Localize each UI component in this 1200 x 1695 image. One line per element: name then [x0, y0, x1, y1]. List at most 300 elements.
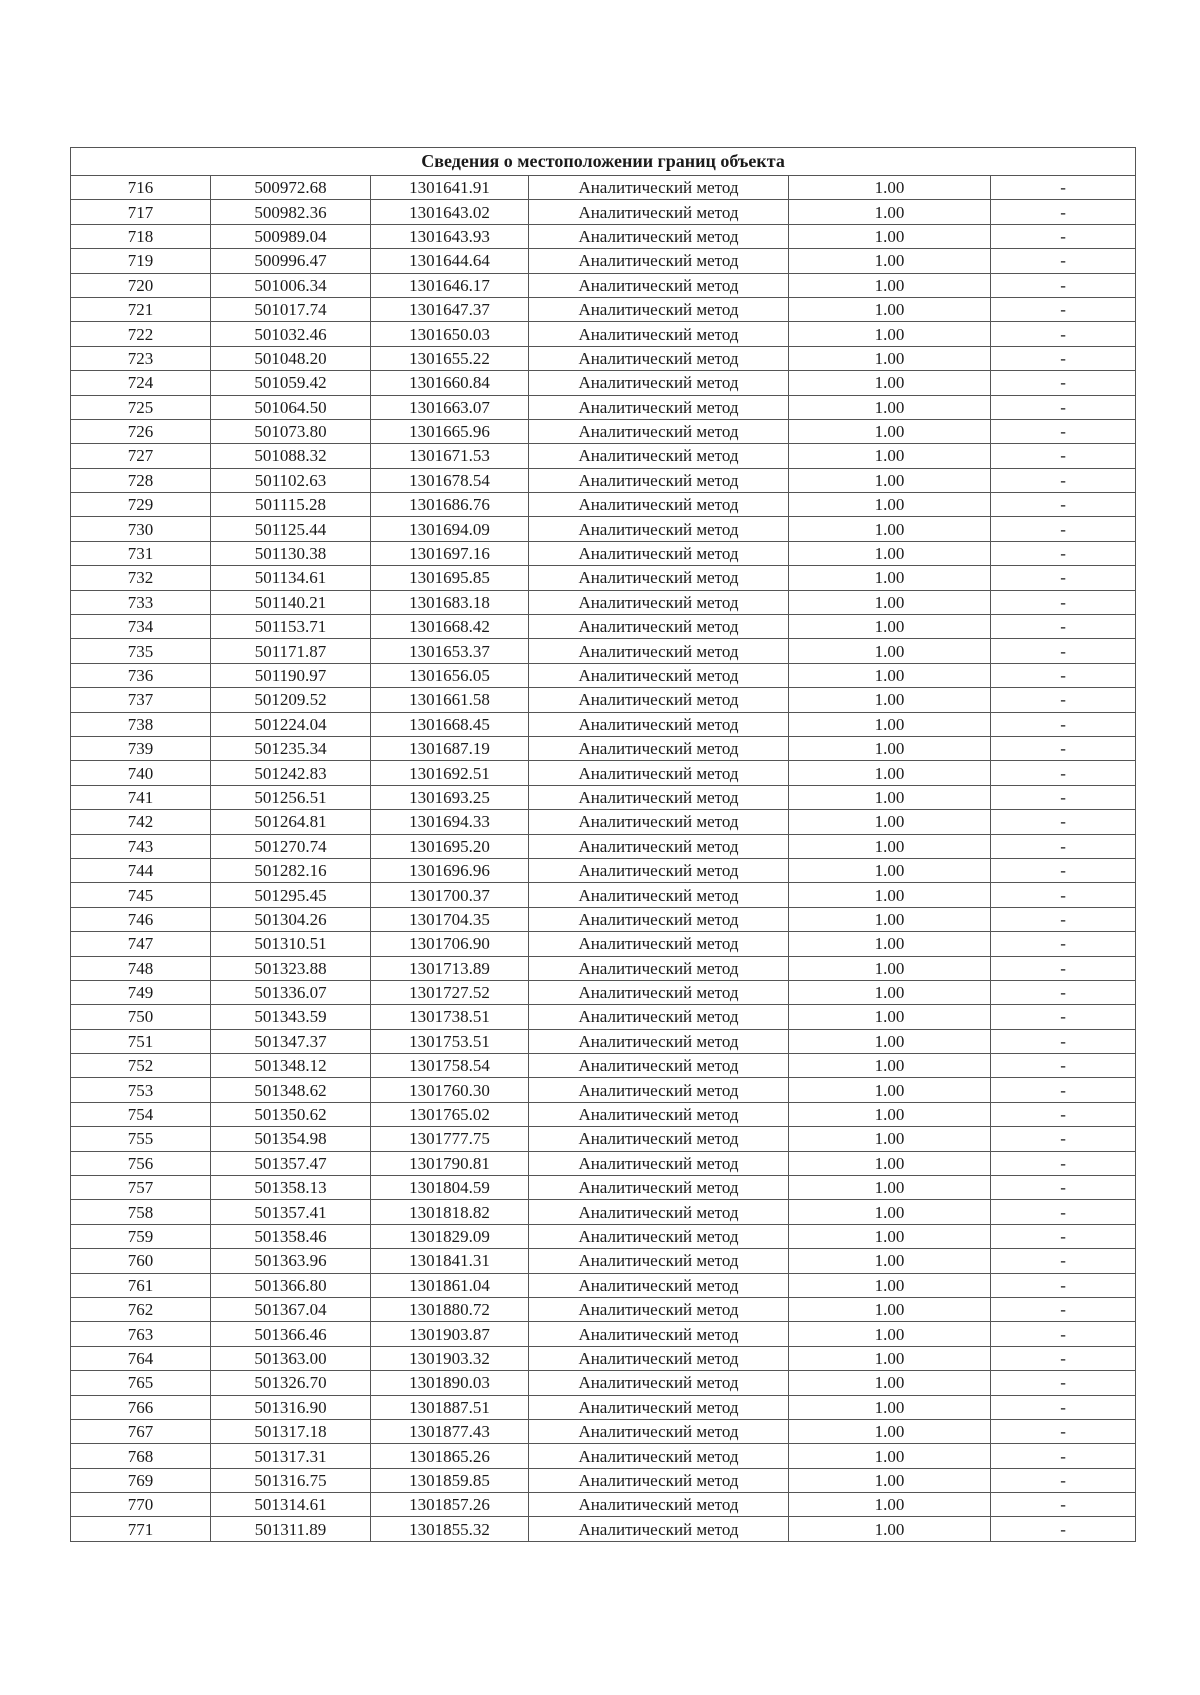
- table-row: [71, 615, 1136, 639]
- point-number-cell: 718: [71, 224, 211, 248]
- y-coordinate-cell: 1301704.35: [371, 907, 529, 931]
- note-cell: -: [991, 371, 1136, 395]
- method-cell: Аналитический метод: [529, 761, 789, 785]
- method-cell: Аналитический метод: [529, 517, 789, 541]
- table-row: [71, 1078, 1136, 1102]
- x-coordinate-cell: 501130.38: [211, 541, 371, 565]
- x-coordinate-cell: 501317.31: [211, 1444, 371, 1468]
- point-number-cell: 770: [71, 1493, 211, 1517]
- note-cell: -: [991, 322, 1136, 346]
- table-row: [71, 834, 1136, 858]
- y-coordinate-cell: 1301696.96: [371, 858, 529, 882]
- method-cell: Аналитический метод: [529, 395, 789, 419]
- method-cell: Аналитический метод: [529, 493, 789, 517]
- y-coordinate-cell: 1301683.18: [371, 590, 529, 614]
- accuracy-cell: 1.00: [789, 322, 991, 346]
- method-cell: Аналитический метод: [529, 419, 789, 443]
- y-coordinate-cell: 1301647.37: [371, 297, 529, 321]
- point-number-cell: 751: [71, 1029, 211, 1053]
- accuracy-cell: 1.00: [789, 1371, 991, 1395]
- table-row: [71, 736, 1136, 760]
- y-coordinate-cell: 1301887.51: [371, 1395, 529, 1419]
- y-coordinate-cell: 1301829.09: [371, 1224, 529, 1248]
- y-coordinate-cell: 1301661.58: [371, 688, 529, 712]
- y-coordinate-cell: 1301692.51: [371, 761, 529, 785]
- point-number-cell: 750: [71, 1005, 211, 1029]
- table-row: [71, 1322, 1136, 1346]
- note-cell: -: [991, 615, 1136, 639]
- x-coordinate-cell: 501032.46: [211, 322, 371, 346]
- method-cell: Аналитический метод: [529, 1005, 789, 1029]
- x-coordinate-cell: 501343.59: [211, 1005, 371, 1029]
- x-coordinate-cell: 501366.46: [211, 1322, 371, 1346]
- x-coordinate-cell: 501264.81: [211, 810, 371, 834]
- table-row: [71, 1127, 1136, 1151]
- point-number-cell: 717: [71, 200, 211, 224]
- point-number-cell: 767: [71, 1419, 211, 1443]
- note-cell: -: [991, 493, 1136, 517]
- accuracy-cell: 1.00: [789, 858, 991, 882]
- method-cell: Аналитический метод: [529, 932, 789, 956]
- x-coordinate-cell: 501347.37: [211, 1029, 371, 1053]
- accuracy-cell: 1.00: [789, 1151, 991, 1175]
- y-coordinate-cell: 1301656.05: [371, 663, 529, 687]
- point-number-cell: 760: [71, 1249, 211, 1273]
- point-number-cell: 732: [71, 566, 211, 590]
- point-number-cell: 744: [71, 858, 211, 882]
- point-number-cell: 756: [71, 1151, 211, 1175]
- y-coordinate-cell: 1301663.07: [371, 395, 529, 419]
- y-coordinate-cell: 1301641.91: [371, 176, 529, 200]
- method-cell: Аналитический метод: [529, 1224, 789, 1248]
- x-coordinate-cell: 501354.98: [211, 1127, 371, 1151]
- note-cell: -: [991, 1224, 1136, 1248]
- accuracy-cell: 1.00: [789, 956, 991, 980]
- table-row: [71, 1005, 1136, 1029]
- point-number-cell: 757: [71, 1176, 211, 1200]
- accuracy-cell: 1.00: [789, 907, 991, 931]
- method-cell: Аналитический метод: [529, 663, 789, 687]
- accuracy-cell: 1.00: [789, 1029, 991, 1053]
- table-row: [71, 712, 1136, 736]
- accuracy-cell: 1.00: [789, 834, 991, 858]
- note-cell: -: [991, 1029, 1136, 1053]
- y-coordinate-cell: 1301671.53: [371, 444, 529, 468]
- x-coordinate-cell: 501064.50: [211, 395, 371, 419]
- y-coordinate-cell: 1301644.64: [371, 249, 529, 273]
- accuracy-cell: 1.00: [789, 395, 991, 419]
- method-cell: Аналитический метод: [529, 444, 789, 468]
- note-cell: -: [991, 249, 1136, 273]
- note-cell: -: [991, 1151, 1136, 1175]
- note-cell: -: [991, 1371, 1136, 1395]
- point-number-cell: 731: [71, 541, 211, 565]
- accuracy-cell: 1.00: [789, 1224, 991, 1248]
- method-cell: Аналитический метод: [529, 858, 789, 882]
- y-coordinate-cell: 1301855.32: [371, 1517, 529, 1541]
- point-number-cell: 728: [71, 468, 211, 492]
- table-row: [71, 249, 1136, 273]
- y-coordinate-cell: 1301865.26: [371, 1444, 529, 1468]
- method-cell: Аналитический метод: [529, 1419, 789, 1443]
- x-coordinate-cell: 501357.41: [211, 1200, 371, 1224]
- note-cell: -: [991, 1419, 1136, 1443]
- accuracy-cell: 1.00: [789, 541, 991, 565]
- method-cell: Аналитический метод: [529, 1493, 789, 1517]
- table-row: [71, 1249, 1136, 1273]
- y-coordinate-cell: 1301765.02: [371, 1102, 529, 1126]
- point-number-cell: 759: [71, 1224, 211, 1248]
- accuracy-cell: 1.00: [789, 1249, 991, 1273]
- point-number-cell: 721: [71, 297, 211, 321]
- note-cell: -: [991, 956, 1136, 980]
- x-coordinate-cell: 501073.80: [211, 419, 371, 443]
- note-cell: -: [991, 590, 1136, 614]
- point-number-cell: 768: [71, 1444, 211, 1468]
- accuracy-cell: 1.00: [789, 297, 991, 321]
- table-row: [71, 371, 1136, 395]
- y-coordinate-cell: 1301665.96: [371, 419, 529, 443]
- accuracy-cell: 1.00: [789, 1005, 991, 1029]
- method-cell: Аналитический метод: [529, 712, 789, 736]
- y-coordinate-cell: 1301668.45: [371, 712, 529, 736]
- point-number-cell: 755: [71, 1127, 211, 1151]
- x-coordinate-cell: 501102.63: [211, 468, 371, 492]
- table-row: [71, 956, 1136, 980]
- y-coordinate-cell: 1301700.37: [371, 883, 529, 907]
- note-cell: -: [991, 736, 1136, 760]
- table-row: [71, 541, 1136, 565]
- point-number-cell: 766: [71, 1395, 211, 1419]
- point-number-cell: 747: [71, 932, 211, 956]
- method-cell: Аналитический метод: [529, 1102, 789, 1126]
- point-number-cell: 742: [71, 810, 211, 834]
- point-number-cell: 716: [71, 176, 211, 200]
- x-coordinate-cell: 501366.80: [211, 1273, 371, 1297]
- point-number-cell: 741: [71, 785, 211, 809]
- y-coordinate-cell: 1301861.04: [371, 1273, 529, 1297]
- note-cell: -: [991, 688, 1136, 712]
- method-cell: Аналитический метод: [529, 273, 789, 297]
- x-coordinate-cell: 501017.74: [211, 297, 371, 321]
- point-number-cell: 730: [71, 517, 211, 541]
- method-cell: Аналитический метод: [529, 956, 789, 980]
- point-number-cell: 771: [71, 1517, 211, 1541]
- note-cell: -: [991, 1493, 1136, 1517]
- note-cell: -: [991, 883, 1136, 907]
- table-row: [71, 1102, 1136, 1126]
- x-coordinate-cell: 501363.00: [211, 1346, 371, 1370]
- method-cell: Аналитический метод: [529, 1346, 789, 1370]
- y-coordinate-cell: 1301706.90: [371, 932, 529, 956]
- y-coordinate-cell: 1301693.25: [371, 785, 529, 809]
- method-cell: Аналитический метод: [529, 1249, 789, 1273]
- x-coordinate-cell: 501310.51: [211, 932, 371, 956]
- point-number-cell: 763: [71, 1322, 211, 1346]
- y-coordinate-cell: 1301694.33: [371, 810, 529, 834]
- table-row: [71, 297, 1136, 321]
- table-row: [71, 932, 1136, 956]
- accuracy-cell: 1.00: [789, 346, 991, 370]
- note-cell: -: [991, 663, 1136, 687]
- y-coordinate-cell: 1301890.03: [371, 1371, 529, 1395]
- method-cell: Аналитический метод: [529, 736, 789, 760]
- y-coordinate-cell: 1301738.51: [371, 1005, 529, 1029]
- table-row: [71, 590, 1136, 614]
- accuracy-cell: 1.00: [789, 273, 991, 297]
- point-number-cell: 738: [71, 712, 211, 736]
- point-number-cell: 758: [71, 1200, 211, 1224]
- accuracy-cell: 1.00: [789, 444, 991, 468]
- point-number-cell: 761: [71, 1273, 211, 1297]
- point-number-cell: 753: [71, 1078, 211, 1102]
- note-cell: -: [991, 858, 1136, 882]
- x-coordinate-cell: 501350.62: [211, 1102, 371, 1126]
- accuracy-cell: 1.00: [789, 1102, 991, 1126]
- x-coordinate-cell: 501224.04: [211, 712, 371, 736]
- note-cell: -: [991, 419, 1136, 443]
- note-cell: -: [991, 1444, 1136, 1468]
- x-coordinate-cell: 501270.74: [211, 834, 371, 858]
- y-coordinate-cell: 1301678.54: [371, 468, 529, 492]
- accuracy-cell: 1.00: [789, 1054, 991, 1078]
- x-coordinate-cell: 500982.36: [211, 200, 371, 224]
- point-number-cell: 749: [71, 980, 211, 1004]
- note-cell: -: [991, 346, 1136, 370]
- x-coordinate-cell: 501235.34: [211, 736, 371, 760]
- accuracy-cell: 1.00: [789, 1468, 991, 1492]
- point-number-cell: 739: [71, 736, 211, 760]
- note-cell: -: [991, 1517, 1136, 1541]
- accuracy-cell: 1.00: [789, 371, 991, 395]
- y-coordinate-cell: 1301903.32: [371, 1346, 529, 1370]
- table-body: [71, 176, 1136, 1542]
- note-cell: -: [991, 1468, 1136, 1492]
- table-row: [71, 858, 1136, 882]
- table-row: [71, 785, 1136, 809]
- y-coordinate-cell: 1301643.02: [371, 200, 529, 224]
- point-number-cell: 769: [71, 1468, 211, 1492]
- accuracy-cell: 1.00: [789, 249, 991, 273]
- x-coordinate-cell: 501153.71: [211, 615, 371, 639]
- note-cell: -: [991, 1322, 1136, 1346]
- point-number-cell: 752: [71, 1054, 211, 1078]
- x-coordinate-cell: 501326.70: [211, 1371, 371, 1395]
- point-number-cell: 720: [71, 273, 211, 297]
- table-title: Сведения о местоположении границ объекта: [71, 148, 1136, 176]
- table-row: [71, 1517, 1136, 1541]
- x-coordinate-cell: 501323.88: [211, 956, 371, 980]
- x-coordinate-cell: 501048.20: [211, 346, 371, 370]
- table-row: [71, 1029, 1136, 1053]
- point-number-cell: 764: [71, 1346, 211, 1370]
- table-row: [71, 1151, 1136, 1175]
- x-coordinate-cell: 501316.75: [211, 1468, 371, 1492]
- x-coordinate-cell: 501358.46: [211, 1224, 371, 1248]
- x-coordinate-cell: 501363.96: [211, 1249, 371, 1273]
- note-cell: -: [991, 1054, 1136, 1078]
- y-coordinate-cell: 1301695.85: [371, 566, 529, 590]
- accuracy-cell: 1.00: [789, 785, 991, 809]
- point-number-cell: 733: [71, 590, 211, 614]
- method-cell: Аналитический метод: [529, 346, 789, 370]
- method-cell: Аналитический метод: [529, 1322, 789, 1346]
- table-row: [71, 566, 1136, 590]
- y-coordinate-cell: 1301753.51: [371, 1029, 529, 1053]
- table-row: [71, 1273, 1136, 1297]
- table-title-row: [71, 148, 1136, 176]
- x-coordinate-cell: 501282.16: [211, 858, 371, 882]
- method-cell: Аналитический метод: [529, 615, 789, 639]
- method-cell: Аналитический метод: [529, 541, 789, 565]
- x-coordinate-cell: 501209.52: [211, 688, 371, 712]
- point-number-cell: 724: [71, 371, 211, 395]
- y-coordinate-cell: 1301697.16: [371, 541, 529, 565]
- note-cell: -: [991, 224, 1136, 248]
- point-number-cell: 734: [71, 615, 211, 639]
- table-row: [71, 419, 1136, 443]
- x-coordinate-cell: 501140.21: [211, 590, 371, 614]
- y-coordinate-cell: 1301903.87: [371, 1322, 529, 1346]
- x-coordinate-cell: 501059.42: [211, 371, 371, 395]
- note-cell: -: [991, 1102, 1136, 1126]
- method-cell: Аналитический метод: [529, 566, 789, 590]
- y-coordinate-cell: 1301653.37: [371, 639, 529, 663]
- note-cell: -: [991, 200, 1136, 224]
- accuracy-cell: 1.00: [789, 419, 991, 443]
- table-row: [71, 493, 1136, 517]
- y-coordinate-cell: 1301687.19: [371, 736, 529, 760]
- y-coordinate-cell: 1301857.26: [371, 1493, 529, 1517]
- method-cell: Аналитический метод: [529, 1395, 789, 1419]
- method-cell: Аналитический метод: [529, 468, 789, 492]
- x-coordinate-cell: 500996.47: [211, 249, 371, 273]
- note-cell: -: [991, 444, 1136, 468]
- table-row: [71, 761, 1136, 785]
- point-number-cell: 735: [71, 639, 211, 663]
- table-row: [71, 883, 1136, 907]
- method-cell: Аналитический метод: [529, 639, 789, 663]
- table-row: [71, 1395, 1136, 1419]
- x-coordinate-cell: 501295.45: [211, 883, 371, 907]
- method-cell: Аналитический метод: [529, 1029, 789, 1053]
- x-coordinate-cell: 501358.13: [211, 1176, 371, 1200]
- y-coordinate-cell: 1301694.09: [371, 517, 529, 541]
- note-cell: -: [991, 810, 1136, 834]
- point-number-cell: 754: [71, 1102, 211, 1126]
- table-row: [71, 1444, 1136, 1468]
- y-coordinate-cell: 1301655.22: [371, 346, 529, 370]
- table-row: [71, 444, 1136, 468]
- method-cell: Аналитический метод: [529, 1517, 789, 1541]
- accuracy-cell: 1.00: [789, 1444, 991, 1468]
- note-cell: -: [991, 273, 1136, 297]
- x-coordinate-cell: 500972.68: [211, 176, 371, 200]
- y-coordinate-cell: 1301859.85: [371, 1468, 529, 1492]
- y-coordinate-cell: 1301790.81: [371, 1151, 529, 1175]
- note-cell: -: [991, 1176, 1136, 1200]
- point-number-cell: 762: [71, 1297, 211, 1321]
- table-row: [71, 1224, 1136, 1248]
- method-cell: Аналитический метод: [529, 1468, 789, 1492]
- x-coordinate-cell: 501242.83: [211, 761, 371, 785]
- accuracy-cell: 1.00: [789, 1395, 991, 1419]
- table-row: [71, 224, 1136, 248]
- table-row: [71, 639, 1136, 663]
- table-row: [71, 1493, 1136, 1517]
- table-row: [71, 688, 1136, 712]
- y-coordinate-cell: 1301758.54: [371, 1054, 529, 1078]
- point-number-cell: 765: [71, 1371, 211, 1395]
- x-coordinate-cell: 501367.04: [211, 1297, 371, 1321]
- point-number-cell: 737: [71, 688, 211, 712]
- accuracy-cell: 1.00: [789, 810, 991, 834]
- method-cell: Аналитический метод: [529, 200, 789, 224]
- accuracy-cell: 1.00: [789, 1127, 991, 1151]
- table-row: [71, 468, 1136, 492]
- x-coordinate-cell: 501317.18: [211, 1419, 371, 1443]
- method-cell: Аналитический метод: [529, 1200, 789, 1224]
- table-row: [71, 1371, 1136, 1395]
- x-coordinate-cell: 501171.87: [211, 639, 371, 663]
- note-cell: -: [991, 517, 1136, 541]
- y-coordinate-cell: 1301841.31: [371, 1249, 529, 1273]
- table-row: [71, 346, 1136, 370]
- note-cell: -: [991, 395, 1136, 419]
- accuracy-cell: 1.00: [789, 883, 991, 907]
- note-cell: -: [991, 176, 1136, 200]
- accuracy-cell: 1.00: [789, 1517, 991, 1541]
- y-coordinate-cell: 1301727.52: [371, 980, 529, 1004]
- method-cell: Аналитический метод: [529, 1444, 789, 1468]
- point-number-cell: 723: [71, 346, 211, 370]
- x-coordinate-cell: 501134.61: [211, 566, 371, 590]
- note-cell: -: [991, 834, 1136, 858]
- x-coordinate-cell: 501006.34: [211, 273, 371, 297]
- accuracy-cell: 1.00: [789, 517, 991, 541]
- x-coordinate-cell: 501311.89: [211, 1517, 371, 1541]
- accuracy-cell: 1.00: [789, 1273, 991, 1297]
- accuracy-cell: 1.00: [789, 493, 991, 517]
- point-number-cell: 725: [71, 395, 211, 419]
- accuracy-cell: 1.00: [789, 1297, 991, 1321]
- note-cell: -: [991, 932, 1136, 956]
- y-coordinate-cell: 1301646.17: [371, 273, 529, 297]
- y-coordinate-cell: 1301818.82: [371, 1200, 529, 1224]
- accuracy-cell: 1.00: [789, 1078, 991, 1102]
- accuracy-cell: 1.00: [789, 761, 991, 785]
- note-cell: -: [991, 1346, 1136, 1370]
- note-cell: -: [991, 297, 1136, 321]
- y-coordinate-cell: 1301643.93: [371, 224, 529, 248]
- point-number-cell: 726: [71, 419, 211, 443]
- table-row: [71, 1419, 1136, 1443]
- method-cell: Аналитический метод: [529, 785, 789, 809]
- y-coordinate-cell: 1301713.89: [371, 956, 529, 980]
- y-coordinate-cell: 1301686.76: [371, 493, 529, 517]
- method-cell: Аналитический метод: [529, 688, 789, 712]
- accuracy-cell: 1.00: [789, 980, 991, 1004]
- y-coordinate-cell: 1301877.43: [371, 1419, 529, 1443]
- point-number-cell: 746: [71, 907, 211, 931]
- point-number-cell: 736: [71, 663, 211, 687]
- note-cell: -: [991, 468, 1136, 492]
- x-coordinate-cell: 500989.04: [211, 224, 371, 248]
- x-coordinate-cell: 501348.62: [211, 1078, 371, 1102]
- accuracy-cell: 1.00: [789, 224, 991, 248]
- note-cell: -: [991, 1078, 1136, 1102]
- note-cell: -: [991, 907, 1136, 931]
